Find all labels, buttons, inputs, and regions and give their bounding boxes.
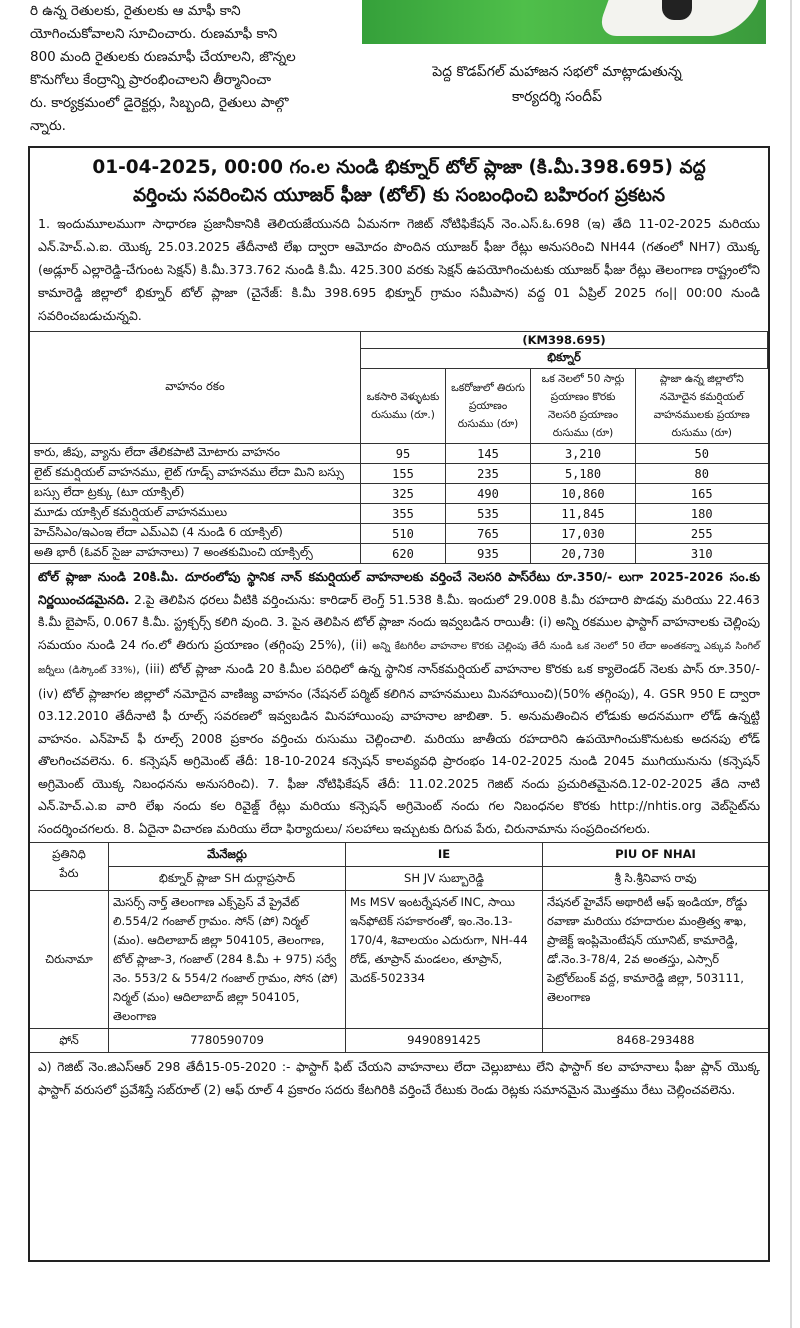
table-row <box>30 444 768 464</box>
paragraph-text: , (iii) టోల్ ప్లాజా నుండి 20 కి.మీల పరిధిలో ఉన్న స్థానిక నాన్‌కమర్షియల్ వాహనాల కొరకు ఒక క్యాలెండర్ నెలకు పాస్ రూ.350/- (iv) టోల్ ప్లాజాగల జిల్లాలో నమోదైన వాణిజ్య వాహనం (నేషనల్ పర్మిట్ కలిగిన వాహనములు మినహాయించి)(50% తగ్గింపు), 4. GSR 950 E ద్వారా 03.12.2010 తేదీనాటి ఫీ రూల్స్ సవరణలో ఇవ్వబడిన మినహాయింపు వాహనాల జాబితా. 5. అనుమతించిన లోడుకు అదనముగా లోడ్ ఉన్నట్టి వాహనం. ఎన్‌హెచ్ ఫీ రూల్స్ 2008 ప్రకారం వర్తించు రుసుము చెల్లించాలి. మరియు జాతీయ రహదారిని ఉపయోగించుకొనుటకు అదనపు లోడ్ తొలగించవలెను. 6. కన్సెషన్ అగ్రిమెంట్ తేదీ: 18-10-2024 కన్సెషన్ కాలవ్యవధి ప్రారంభం 14-02-2025 నుండి 2045 ముగియునును (కన్సెషన్ అగ్రిమెంట్ యొక్క నిబంధనను అనుసరించి). 7. ఫీజు నోటిఫికేషన్ తేదీ: 11.02.2025 గెజిట్ నందు ప్రచురితమైనది.12-02-2025 తేది నాటి ఎన్.హెచ్.ఎ.ఐ వారి లేఖ నందు కల రివైజ్డ్ రేట్లు మరియు కన్సెషన్ అగ్రిమెంట్ నందు గల నిబంధనల కొరకు http://nhtis.org వెబ్‌సైట్‌ను సందర్శించగలరు. 8. ఏదైనా విచారణ మరియు లేదా ఫిర్యాదులు/ సలహాలు ఇచ్చుటకు దిగువ పేరు, చిరునామాను సంప్రదించగలరు. <box>38 662 760 836</box>
rate-return: 145 <box>446 444 531 464</box>
name-label: పేరు <box>59 866 79 880</box>
vehicle-name: మూడు యాక్సిల్ కమర్షియల్ వాహనములు <box>30 504 361 524</box>
table-row <box>30 464 768 484</box>
rate-commercial: 80 <box>636 464 768 484</box>
rep-label: ప్రతినిధి <box>52 847 86 861</box>
vehicle-name: కారు, జీపు, వ్యాను లేదా తేలికపాటి మోటారు వాహనం <box>30 444 361 464</box>
rate-single: 355 <box>361 504 446 524</box>
rate-commercial: 180 <box>636 504 768 524</box>
rate-single: 155 <box>361 464 446 484</box>
rate-commercial: 310 <box>636 544 768 564</box>
ie-address: Ms MSV ఇంటర్నేషనల్ INC, సాయి ఇన్‌ఫోటెక్ సహకారంతో, ఇం.నెం.13-170/4, శివాలయం ఎదురుగా, NH-44 రోడ్, తూప్రాన్ మండలం, తూప్రాన్, మెదక్-502334 <box>346 891 543 1029</box>
article-line: రి ఉన్న రెతులకు, రైతులకు ఆ మాఫీ కాని <box>30 3 241 19</box>
table-row <box>30 504 768 524</box>
phone-label: ఫోన్ <box>30 1029 109 1053</box>
table-row <box>30 524 768 544</box>
paragraph-small-text: అన్ని కేటగిరీల వాహనాల కొరకు చెల్లింపు తేదీ నుండి ఒక నెలలో 50 లేదా అంతకన్నా ఎక్కువ సింగిల్ జర్నీలు (డిస్కౌంట్ 33%) <box>38 640 760 676</box>
rate-return: 235 <box>446 464 531 484</box>
table-row <box>30 484 768 504</box>
article-line: కొనుగోలు కేంద్రాన్ని ప్రారంభించాలని తీర్మానించా <box>30 72 272 88</box>
col-single-header: ఒకసారి వెళ్ళుటకు రుసుము (రూ.) <box>361 369 446 444</box>
notice-paragraph-2 <box>30 564 768 842</box>
col-monthly-header: ఒక నెలలో 50 సార్లు ప్రయాణం కొరకు నెలసరి ప్రయాణం రుసుము (రూ) <box>531 369 636 444</box>
rate-return: 765 <box>446 524 531 544</box>
contacts-table <box>30 842 768 1053</box>
article-line: యోగించుకోవాలని సూచించారు. రుణమాఫీ కాని <box>30 26 278 42</box>
page-edge-divider <box>790 0 792 1328</box>
ie-name: SH JV సుబ్బారెడ్డి <box>404 871 484 885</box>
rate-return: 935 <box>446 544 531 564</box>
rate-single: 95 <box>361 444 446 464</box>
vehicle-name: అతి భారీ (ఓవర్ సైజు వాహనాలు) 7 అంతకుమించి యాక్సిల్స్ <box>30 544 361 564</box>
news-article-fragment <box>30 0 358 138</box>
photo-figure-dark <box>662 0 692 20</box>
piu-phone: 8468-293488 <box>543 1029 769 1053</box>
piu-address: నేషనల్ హైవేస్ అథారిటీ ఆఫ్ ఇండియా, రోడ్డు రవాణా మరియు రహదారుల మంత్రిత్వ శాఖ, ప్రాజెక్ట్ ఇంప్లిమెంటేషన్ యూనిట్, కామారెడ్డి, డో.నెం.3-78/4, 2వ అంతస్తు, ఎస్సార్ పెట్రోల్‌బంక్ వద్ద, కామారెడ్డి జిల్లా, 503111, తెలంగాణ <box>543 891 769 1029</box>
toll-rates-table <box>30 331 768 564</box>
manager-name: భిక్నూర్ ప్లాజా SH దుర్గాప్రసాద్ <box>158 871 296 885</box>
rate-return: 535 <box>446 504 531 524</box>
vehicle-type-header: వాహనం రకం <box>30 332 361 444</box>
notice-paragraph-1: 1. ఇందుమూలముగా సాధారణ ప్రజానీకానికి తెలియజేయునది ఏమనగా గెజిట్ నోటిఫికేషన్ నెం.ఎస్.ఓ.698 (ఇ) తేది 11-02-2025 మరియు ఎన్.హెచ్.ఎ.ఐ. యొక్క 25.03.2025 తేదీనాటి లేఖ ద్వారా ఆమోదం పొందిన యూజర్ ఫీజు రేట్లు అనుసరించి NH44 (గతంలో NH7) యొక్క (అడ్లూర్ ఎల్లారెడ్డి-చేగుంట సెక్షన్) కి.మీ.373.762 నుండి కి.మీ. 425.300 వరకు సెక్షన్ ఉపయోగించుటకు యూజర్ ఫీజు రేట్లు తెలంగాణ రాష్ట్రంలోని కామారెడ్డి జిల్లాలో భిక్నూర్ టోల్ ప్లాజా (చైనేజ్: కి.మీ 398.695 భిక్నూర్ గ్రామం సమీపాన) వద్ద 01 ఏప్రిల్ 2025 గం|| 00:00 నుండి సవరించబడుచున్నవి. <box>38 216 760 323</box>
rate-monthly: 5,180 <box>531 464 636 484</box>
piu-column <box>543 843 769 891</box>
manager-phone: 7780590709 <box>109 1029 346 1053</box>
km-header: (KM398.695) <box>361 332 768 349</box>
vehicle-name: హెచ్‌సిఎం/ఇఎంఇ లేదా ఎమ్ఎవి (4 నుండి 6 యాక్సిల్) <box>30 524 361 544</box>
address-label: చిరునామా <box>30 891 109 1029</box>
article-line: 800 మంది రైతులకు రుణమాఫీ చేయాలని, జొన్నల <box>30 49 296 65</box>
ie-header: IE <box>346 843 542 867</box>
manager-header: మేనేజర్లు <box>109 843 345 867</box>
ie-phone: 9490891425 <box>346 1029 543 1053</box>
col-return-header: ఒకరోజులో తిరుగు ప్రయాణం రుసుము (రూ) <box>446 369 531 444</box>
piu-name: శ్రీ సి.శ్రీనివాస రావు <box>614 871 697 885</box>
photo-caption <box>372 60 742 110</box>
paragraph-text: 2.పై తెలిపిన ధరలు వీటికి వర్తించును: కారిడార్ లెంగ్త్ 51.538 కి.మీ. ఇందులో 29.008 కి.మీ రహదారి పొడవు మరియు 22.463 కి.మీ బైపాస్, 0.067 కి.మీ. స్ట్రక్చర్స్ కలిగి వుంది. 3. పైన తెలిపిన టోల్ ప్లాజా నందు ఇవ్వబడిన రాయితీ: (i) అన్ని రకముల ఫాస్టాగ్ వాహనాలకు చెల్లింపు సమయం నుండి 24 గం.లో తిరుగు ప్రయాణం (తగ్గింపు 25%), (ii) <box>38 592 760 652</box>
col-commercial-header: ప్లాజా ఉన్న జిల్లాలోని నమోదైన కమర్షియల్ వాహనములకు ప్రయాణ రుసుము (రూ) <box>636 369 768 444</box>
notice-title <box>30 148 768 212</box>
rate-commercial: 165 <box>636 484 768 504</box>
monthly-pass-note: టోల్ ప్లాజా నుండి 20కి.మీ. దూరంలోపు స్థానిక నాన్ కమర్షియల్ వాహనాలకు వర్తించే నెలసరి పాస్‌రేటు రూ.350/- లుగా 2025-2026 సం.కు నిర్ణయించడమైనది. <box>38 570 760 607</box>
rate-return: 490 <box>446 484 531 504</box>
rate-single: 620 <box>361 544 446 564</box>
rate-monthly: 20,730 <box>531 544 636 564</box>
rate-monthly: 17,030 <box>531 524 636 544</box>
rate-monthly: 3,210 <box>531 444 636 464</box>
place-header: భిక్నూర్ <box>361 349 768 369</box>
table-row <box>30 544 768 564</box>
rate-commercial: 50 <box>636 444 768 464</box>
caption-line: కార్యదర్శి సందీప్ <box>512 89 602 105</box>
rate-single: 325 <box>361 484 446 504</box>
vehicle-name: బస్సు లేదా ట్రక్కు (టూ యాక్సిల్) <box>30 484 361 504</box>
rate-monthly: 10,860 <box>531 484 636 504</box>
toll-public-notice <box>28 146 770 1262</box>
notice-title-line: 01-04-2025, 00:00 గం.ల నుండి భిక్నూర్ టోల్ ప్లాజా (కి.మీ.398.695) వద్ద <box>92 157 706 178</box>
ie-column <box>346 843 543 891</box>
news-photo <box>362 0 766 44</box>
notice-title-line: వర్తించు సవరించిన యూజర్ ఫీజు (టోల్) కు సంబంధించి బహిరంగ ప్రకటన <box>133 185 665 206</box>
rate-commercial: 255 <box>636 524 768 544</box>
manager-address: మెసర్స్ నార్త్ తెలంగాణ ఎక్స్‌ప్రెస్ వే ప్రైవేట్ లి.554/2 గంజాల్ గ్రామం. సోన్ (పో) నిర్మల్ (మం). ఆదిలాబాద్ జిల్లా 504105, తెలంగాణ, టోల్ ప్లాజా-3, గంజాల్ (284 కి.మీ + 975) సర్వే నెం. 553/2 & 554/2 గంజాల్ గ్రామం, సోన (పో) నిర్మల్ (మం) ఆదిలాబాద్ జిల్లా 504105, తెలంగాణ <box>109 891 346 1029</box>
vehicle-name: లైట్ కమర్షియల్ వాహనము, లైట్ గూడ్స్ వాహనము లేదా మిని బస్సు <box>30 464 361 484</box>
rep-name-label <box>30 843 109 891</box>
piu-header: PIU OF NHAI <box>543 843 768 867</box>
fastag-footnote: ఎ) గెజిట్ నెం.జిఎస్ఆర్ 298 తేదీ15-05-2020 :- ఫాస్టాగ్ ఫిట్ చేయని వాహనాలు లేదా చెల్లుబాటు లేని ఫాస్టాగ్ కల వాహనాలు ఫీజు ప్లాన్ యొక్క ఫాస్టాగ్ వరుసలో ప్రవేశిస్తే సబ్‌రూల్ (2) ఆఫ్ రూల్ 4 ప్రకారం సదరు కేటగిరికి వర్తించే రేటుకు రెండు రెట్లకు సమానమైన మొత్తము రేటు చెల్లించవలెను. <box>38 1059 760 1097</box>
rate-single: 510 <box>361 524 446 544</box>
caption-line: పెద్ద కొడప్‌గల్ మహాజన సభలో మాట్లాడుతున్న <box>432 64 682 80</box>
article-line: రు. కార్యక్రమంలో డైరెక్టర్లు, సిబ్బంది, రైతులు పాల్గొ <box>30 95 289 111</box>
article-line: న్నారు. <box>30 118 66 134</box>
manager-column <box>109 843 346 891</box>
rate-monthly: 11,845 <box>531 504 636 524</box>
